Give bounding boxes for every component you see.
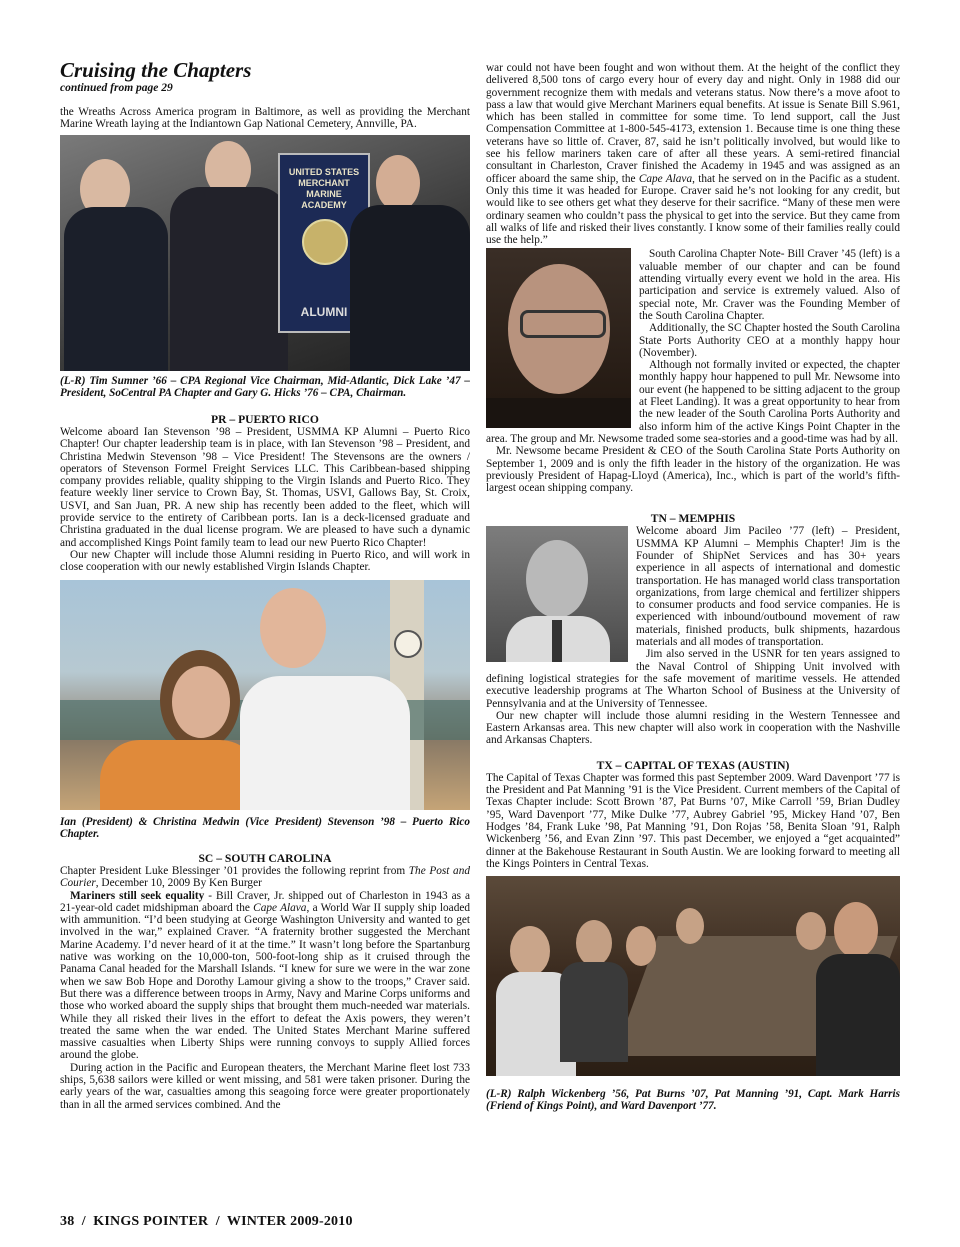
page-footer: 38 / KINGS POINTER / WINTER 2009-2010 [60,1214,353,1229]
continued-note: continued from page 29 [60,82,173,94]
sc-p2-headline: Mariners still seek equality [70,889,205,902]
banner-text: UNITED STATES MERCHANT MARINE ACADEMY [288,166,360,210]
caption-cpa: (L-R) Tim Sumner ’66 – CPA Regional Vice Chairman, Mid-Atlantic, Dick Lake ’47 – President, SoCentral PA Chapter and Gary G. Hicks ’76 – CPA, Chairman. [60,374,470,399]
pr-paragraph-1: Welcome aboard Ian Stevenson ’98 – President, USMMA KP Alumni – Puerto Rico Chapter! Our chapter leadership team is in place, with Ian Stevenson ’98 – President, and Christina Medwin Stevenson ’98 – Vice President! The Stevensons are the owners / operators of Stevenson Formel Freight Services LLC. This Caribbean-based shipping company provides reliable, quality shipping to the Virgin Islands and Puerto Rico. They feature weekly liner service to Crown Bay, St. Thomas, USVI, Gallows Bay, St. Croix, USVI, and San Juan, PR. A new ship has recently been added to the fleet, which will provide service to the entirety of Caribbean ports. Ian is a deck-licensed graduate and Christina graduated in the dual license program. We are pleased to have such a dynamic and accomplished Kings Point family team to lead our new Puerto Rico Chapter! [60,426,470,549]
rc-p1-ship: Cape Alava [638,172,693,185]
sc-happy-hour-paragraph: Additionally, the SC Chapter hosted the South Carolina State Ports Authority CEO at a monthly happy hour (November). [639,322,900,359]
photo-jim-pacileo [486,526,628,662]
sc-p2-ship: Cape Alava [253,901,307,914]
photo-bill-craver [486,248,631,428]
pr-paragraph-2: Our new Chapter will include those Alumni residing in Puerto Rico, and will work in close cooperation with our newly established Virgin Islands Chapter. [60,548,470,574]
sc-p1-c: , December 10, 2009 By Ken Burger [95,877,262,890]
sc-paragraph-2 [60,890,470,1062]
sc-note-paragraph: South Carolina Chapter Note- Bill Craver ’45 (left) is a valuable member of our chapter and can be found attending virtually every event we hold in the area. His participation and service is extremely valued. Also of special note, Mr. Craver was the Founding Member of the South Carolina Chapter. [639,248,900,322]
intro-paragraph: the Wreaths Across America program in Baltimore, as well as providing the Merchant Marine Wreath laying at the Indiantown Gap National Cemetery, Annville, PA. [60,106,470,131]
heading-memphis: TN – MEMPHIS [650,512,736,526]
heading-puerto-rico: PR – PUERTO RICO [211,413,319,426]
tn-paragraph-1: Welcome aboard Jim Pacileo ’77 (left) – President, USMMA KP Alumni – Memphis Chapter! Jim is the Founder of ShipNet Services and has 30+ years experience in all aspects of international and domestic transportation. He has managed world class transportation organizations, from large chemical and fertilizer shippers to consumer products and food service companies. He is experienced with inbound/outbound movement of raw materials, finished products, bulk shipments, hazardous materials and all modes of transportation. [636,525,900,649]
sc-paragraph-3: During action in the Pacific and European theaters, the Merchant Marine fleet lost 733 ships, 5,638 sailors were killed or went missing, and 581 were taken prisoner. During the early years of the war, casualties among this seagoing force were greater proportionately than in all the armed services combined. And the [60,1061,470,1111]
heading-texas: TX – CAPITAL OF TEXAS (AUSTIN) [596,758,790,772]
caption-texas: (L-R) Ralph Wickenberg ’56, Pat Burns ’07, Pat Manning ’91, Capt. Mark Harris (Friend of Kings Point), and Ward Davenport ’77. [486,1088,900,1113]
sc-p2-b: , a World War II supply ship loaded with ammunition. “I’d been studying at George Washington University and wanted to get involved in the war,” explained Craver. “A fraternity brother suggested the Merchant Marine Academy. I’d never heard of it at the time.” It wasn’t long before the Spartanburg native was working on the 10,000-ton, 500-foot-long ship as it cruised through the Panama Canal headed for the Marshall Islands. “I knew for sure we were in the war zone when we saw Bob Hope and Dorothy Lamour giving a show to the troops,” Craver said. But there was a difference between troops in Army, Navy and Marine Corps uniforms and those who worked aboard the supply ships that brought them much-needed war materials. While they all risked their lives in the effort to defeat the Axis powers, they weren’t treated the same when the war ended. The United States Merchant Marine suffered massive casualties when Liberty Ships were running convoys to supply Allied forces around the globe. [60,901,471,1062]
sc-newsome-paragraph: Although not formally invited or expected, the chapter monthly happy hour happened to pull Mr. Newsome into our event (he happened to be sitting adjacent to the group at Fleet Landing). It was a great opportunity to hear from the new leader of the South Carolina Ports Authority and also inform him of the active Kings Point Chapter in the area. The group and Mr. Newsome traded some sea-stories and a good-time was had by all. [486,359,900,445]
sc-p2-a: - Bill Craver, Jr. shipped out of Charleston in 1943 as a 21-year-old cadet midshipman aboard the [60,889,470,914]
sc-p1-source: The Post and Courier [60,864,470,890]
right-column [486,62,900,1113]
page-title: Cruising the Chapters [60,58,252,82]
sc-newsome-ceo-paragraph: Mr. Newsome became President & CEO of the South Carolina State Ports Authority on September 1, 2009 and is only the fifth leader in the history of the organization. He was previously President of Hapag-Lloyd (America), Inc., which is part of the world’s fifth-largest ocean shipping company. [486,445,900,495]
banner-alumni: ALUMNI [300,304,348,319]
heading-south-carolina: SC – SOUTH CAROLINA [198,851,332,865]
rc-p1-a: war could not have been fought and won without them. At the height of the conflict they delivered 8,500 tons of cargo every hour of every day and night. Only in 1988 did our government recognize them with medals and veterans status. Now there’s a move afoot to pass a law that would give Merchant Mariners equal benefits. At issue is Senate Bill S.961, which has been stalled in committee for some time. To lend support, call the Just Compensation Committee at 1-800-545-4173, extension 1. Because time is one thing these veterans have so little of. Craver, 87, said he isn’t politically involved, but would like to see his fellow mariners taken care of after all these years. A semi-retired financial consultant in Charleston, Craver finished the Academy in 1945 and was assigned as an officer aboard the same ship, the [486,62,900,185]
rc-p1-b: , that he served on in the Pacific as a student. Only this time it was headed for Europe. Craver said he’s not looking for any credit, but would like to see others get what they deserve for their sacrifice. “Many of these men were ordinary seamen who couldn’t pass the physical to get into the service. But they came from all walks of life and risked their lives constantly. I know some of their families really could use the help.” [486,172,900,247]
photo-texas-dinner [486,876,900,1076]
sc-continued-paragraph [486,62,900,246]
tn-paragraph-3: Our new chapter will include those alumni residing in the Western Tennessee and Eastern Arkansas area. This new chapter will also work in cooperation with the Nashville and Arkansas Chapters. [486,709,900,747]
left-column [60,58,470,1111]
sc-p1-a: Chapter President Luke Blessinger ’01 provides the following reprint from [60,864,409,877]
sc-paragraph-1 [60,865,470,890]
tn-paragraph-2: Jim also served in the USNR for ten years assigned to the Naval Control of Shipping Unit involved with defining logistical strategies for the safe movement of maritime vessels. He attended executive leadership programs at The Wharton School of Business at the University of Pennsylvania and at the University of Tennessee. [486,648,900,710]
tx-paragraph-1: The Capital of Texas Chapter was formed this past September 2009. Ward Davenport ’77 is the President and Pat Manning ’91 is the Vice President. Current members of the Capital of Texas Chapter include: Scott Brown ’87, Pat Burns ’07, Mike Carroll ’59, Brian Dudley ’95, Ward Davenport ’77, Mike Dulke ’77, Aubrey Gabriel ’95, Mickey Hand ’07, Ben Hodges ’84, Frank Luke ’98, Pat Manning ’91, Don Rojas ’58, Benita Sloan ’91, Ralph Wickenberg ’56, and Evan Zinn ’97. This past December, we enjoyed a “get acquainted” dinner at the Bakehouse Restaurant in South Austin. We are looking forward to meeting all the Kings Pointers in Central Texas. [486,771,900,870]
caption-stevenson: Ian (President) & Christina Medwin (Vice President) Stevenson ’98 – Puerto Rico Chapter. [60,815,470,840]
photo-stevenson [60,580,470,810]
photo-cpa-chapter [60,135,470,371]
